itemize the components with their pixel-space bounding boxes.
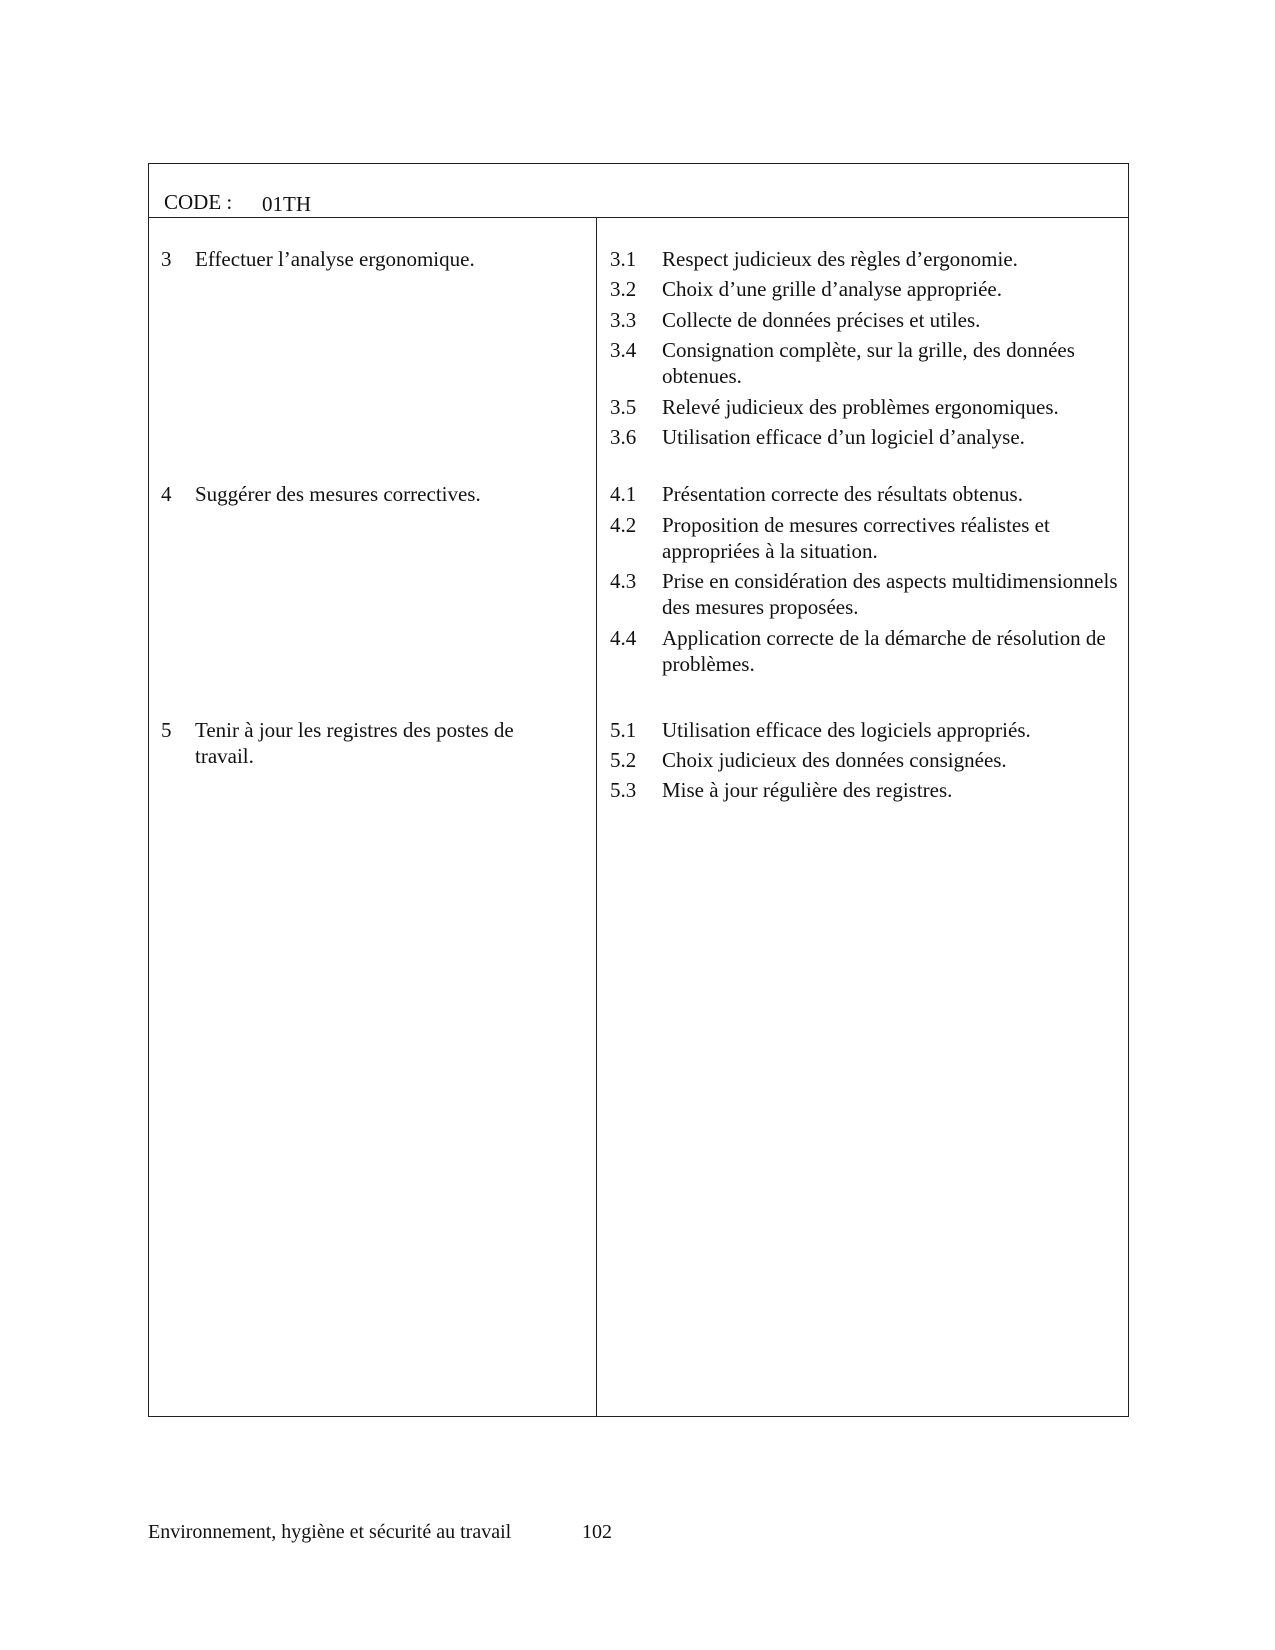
- criterion-number: 5.2: [610, 748, 637, 772]
- criterion-text: Consignation complète, sur la grille, des données obtenues.: [662, 338, 1075, 388]
- code-value: 01TH: [262, 192, 311, 216]
- competency-table: [148, 163, 1129, 1417]
- column-divider: [596, 218, 597, 1416]
- criterion-text: Prise en considération des aspects multidimensionnels des mesures proposées.: [662, 569, 1118, 619]
- criterion-text: Présentation correcte des résultats obtenus.: [662, 482, 1023, 506]
- criterion-number: 4.2: [610, 513, 637, 537]
- code-row: [149, 164, 1128, 218]
- criterion-number: 4.4: [610, 626, 637, 650]
- competency-number: 4: [161, 482, 172, 506]
- criterion-text: Respect judicieux des règles d’ergonomie.: [662, 247, 1018, 271]
- competency-number: 5: [161, 718, 172, 742]
- criterion-number: 3.3: [610, 308, 637, 332]
- criterion-text: Choix judicieux des données consignées.: [662, 748, 1007, 772]
- criterion-number: 3.2: [610, 277, 637, 301]
- criterion-text: Collecte de données précises et utiles.: [662, 308, 981, 332]
- competency-number: 3: [161, 247, 172, 271]
- criterion-text: Proposition de mesures correctives réalistes et appropriées à la situation.: [662, 513, 1050, 563]
- criterion-number: 3.1: [610, 247, 637, 271]
- criterion-text: Utilisation efficace d’un logiciel d’analyse.: [662, 425, 1025, 449]
- competency-text: Tenir à jour les registres des postes de travail.: [195, 718, 514, 768]
- criterion-text: Choix d’une grille d’analyse appropriée.: [662, 277, 1002, 301]
- criterion-text: Application correcte de la démarche de résolution de problèmes.: [662, 626, 1106, 676]
- competency-text: Effectuer l’analyse ergonomique.: [195, 247, 475, 271]
- criterion-number: 3.5: [610, 395, 637, 419]
- criterion-number: 5.3: [610, 778, 637, 802]
- criterion-text: Relevé judicieux des problèmes ergonomiques.: [662, 395, 1059, 419]
- page-number: 102: [582, 1521, 612, 1543]
- criterion-number: 3.4: [610, 338, 637, 362]
- criterion-number: 4.1: [610, 482, 637, 506]
- criterion-text: Utilisation efficace des logiciels appropriés.: [662, 718, 1031, 742]
- criterion-number: 5.1: [610, 718, 637, 742]
- footer-title: Environnement, hygiène et sécurité au travail: [148, 1521, 512, 1543]
- code-label: CODE :: [164, 190, 233, 214]
- criterion-number: 4.3: [610, 569, 637, 593]
- competency-text: Suggérer des mesures correctives.: [195, 482, 481, 506]
- criterion-number: 3.6: [610, 425, 637, 449]
- criterion-text: Mise à jour régulière des registres.: [662, 778, 953, 802]
